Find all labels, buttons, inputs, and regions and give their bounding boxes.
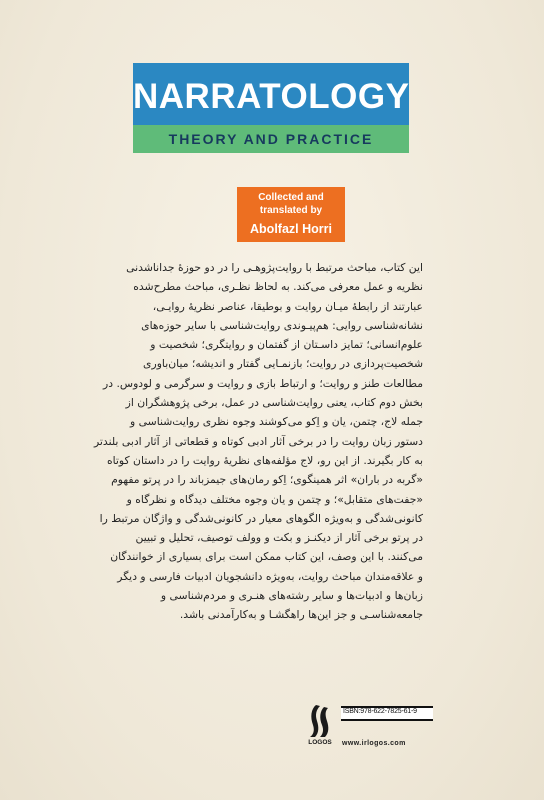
blurb-line: بخش دوم کتاب، یعنی روایت‌شناسی در عمل، برخی پژوهشگران از: [125, 396, 423, 410]
isbn-number: ISBN:978-622-7825-61-9: [343, 708, 417, 715]
blurb-line: در پرتو برخی آثار از دیکنـز و بکت و وولف توصیف، تحلیل و تبیین: [135, 531, 423, 545]
blurb-line: دستور زبان روایت را در برخی آثار ادبی کوتاه و قطعاتی از آثار ادبی بلندتر: [93, 434, 423, 448]
title-banner: [133, 63, 409, 153]
blurb-line: «جفت‌های متقابل»؛ و چتمن و یان وجوه مختلف دیدگاه و نظرگاه و: [126, 492, 423, 506]
blurb-line: زبان‌ها و ادبیات‌ها و سایر رشته‌های هنـری و مردم‌شناسی و: [160, 589, 423, 603]
blurb-line: این کتاب، مباحث مرتبط با روایت‌پژوهـی را در دو حوزهٔ جداناشدنی: [126, 261, 423, 274]
blurb-line: و علاقه‌مندان مباحث روایت، به‌ویژه دانشجویان ادبیات فارسی و دیگر: [117, 569, 423, 583]
blurb-line: شخصیت‌پردازی در روایت؛ بازنمـایی گفتار و اندیشه؛ میان‌باوری: [143, 357, 423, 371]
translator-badge: [237, 187, 345, 242]
blurb-line: کانونی‌شدگی و به‌ویژه الگوهای معیار در کانونی‌شدگی و واژگان مرتبط را: [99, 511, 423, 525]
credit-line-1: Collected and: [258, 192, 324, 203]
blurb-text: [93, 258, 423, 625]
blurb-line: «گربه در باران» اثر همینگوی؛ اِکو رمان‌های جیمزباند را در پرتو مفهوم: [111, 473, 423, 487]
blurb-line: مطالعات طنز و روایت؛ و ارتباط بازی و روایت و سرگرمی و لودوس. در: [103, 376, 423, 390]
book-title: NARRATOLOGY: [133, 77, 410, 116]
blurb-line: عبارتند از رابطهٔ میـان روایت و بوطیقا، عناصر نظریهٔ روایـی،: [152, 299, 423, 313]
publisher-website: www.irlogos.com: [342, 740, 406, 747]
blurb-line: نظریه و عمل معرفی می‌کند. به لحاظ نظـری، مباحث مطرح‌شده: [133, 280, 423, 294]
credit-line-2: translated by: [259, 205, 323, 216]
blurb-line: جامعه‌شناسـی و جز این‌ها راهگشـا و به‌کارآمدنی باشد.: [179, 608, 423, 622]
blurb-line: علوم‌انسانی؛ تمایز داسـتان از گفتمان و روایتگری؛ شخصیت و: [150, 338, 423, 352]
book-subtitle: THEORY AND PRACTICE: [168, 131, 374, 147]
logos-logo-icon: [307, 703, 333, 739]
translator-name: Abolfazl Horri: [250, 222, 332, 236]
blurb-line: جمله لاج، چتمن، یان و اِکو می‌کوشند وجوه نظری روایت‌شناسی و: [130, 415, 423, 429]
publisher-name: LOGOS: [308, 739, 332, 746]
blurb-line: نشانه‌شناسی روایی: هم‌پیـوندی روایت‌شناسی با سایر حوزه‌های: [141, 318, 423, 332]
blurb-line: به کار بگیرند. از این رو، لاج مؤلفه‌های نظریهٔ روایت را در داستان کوتاه: [106, 453, 423, 467]
blurb-line: می‌کنند. با این وصف، این کتاب ممکن است برای بسیاری از خوانندگان: [110, 550, 423, 564]
